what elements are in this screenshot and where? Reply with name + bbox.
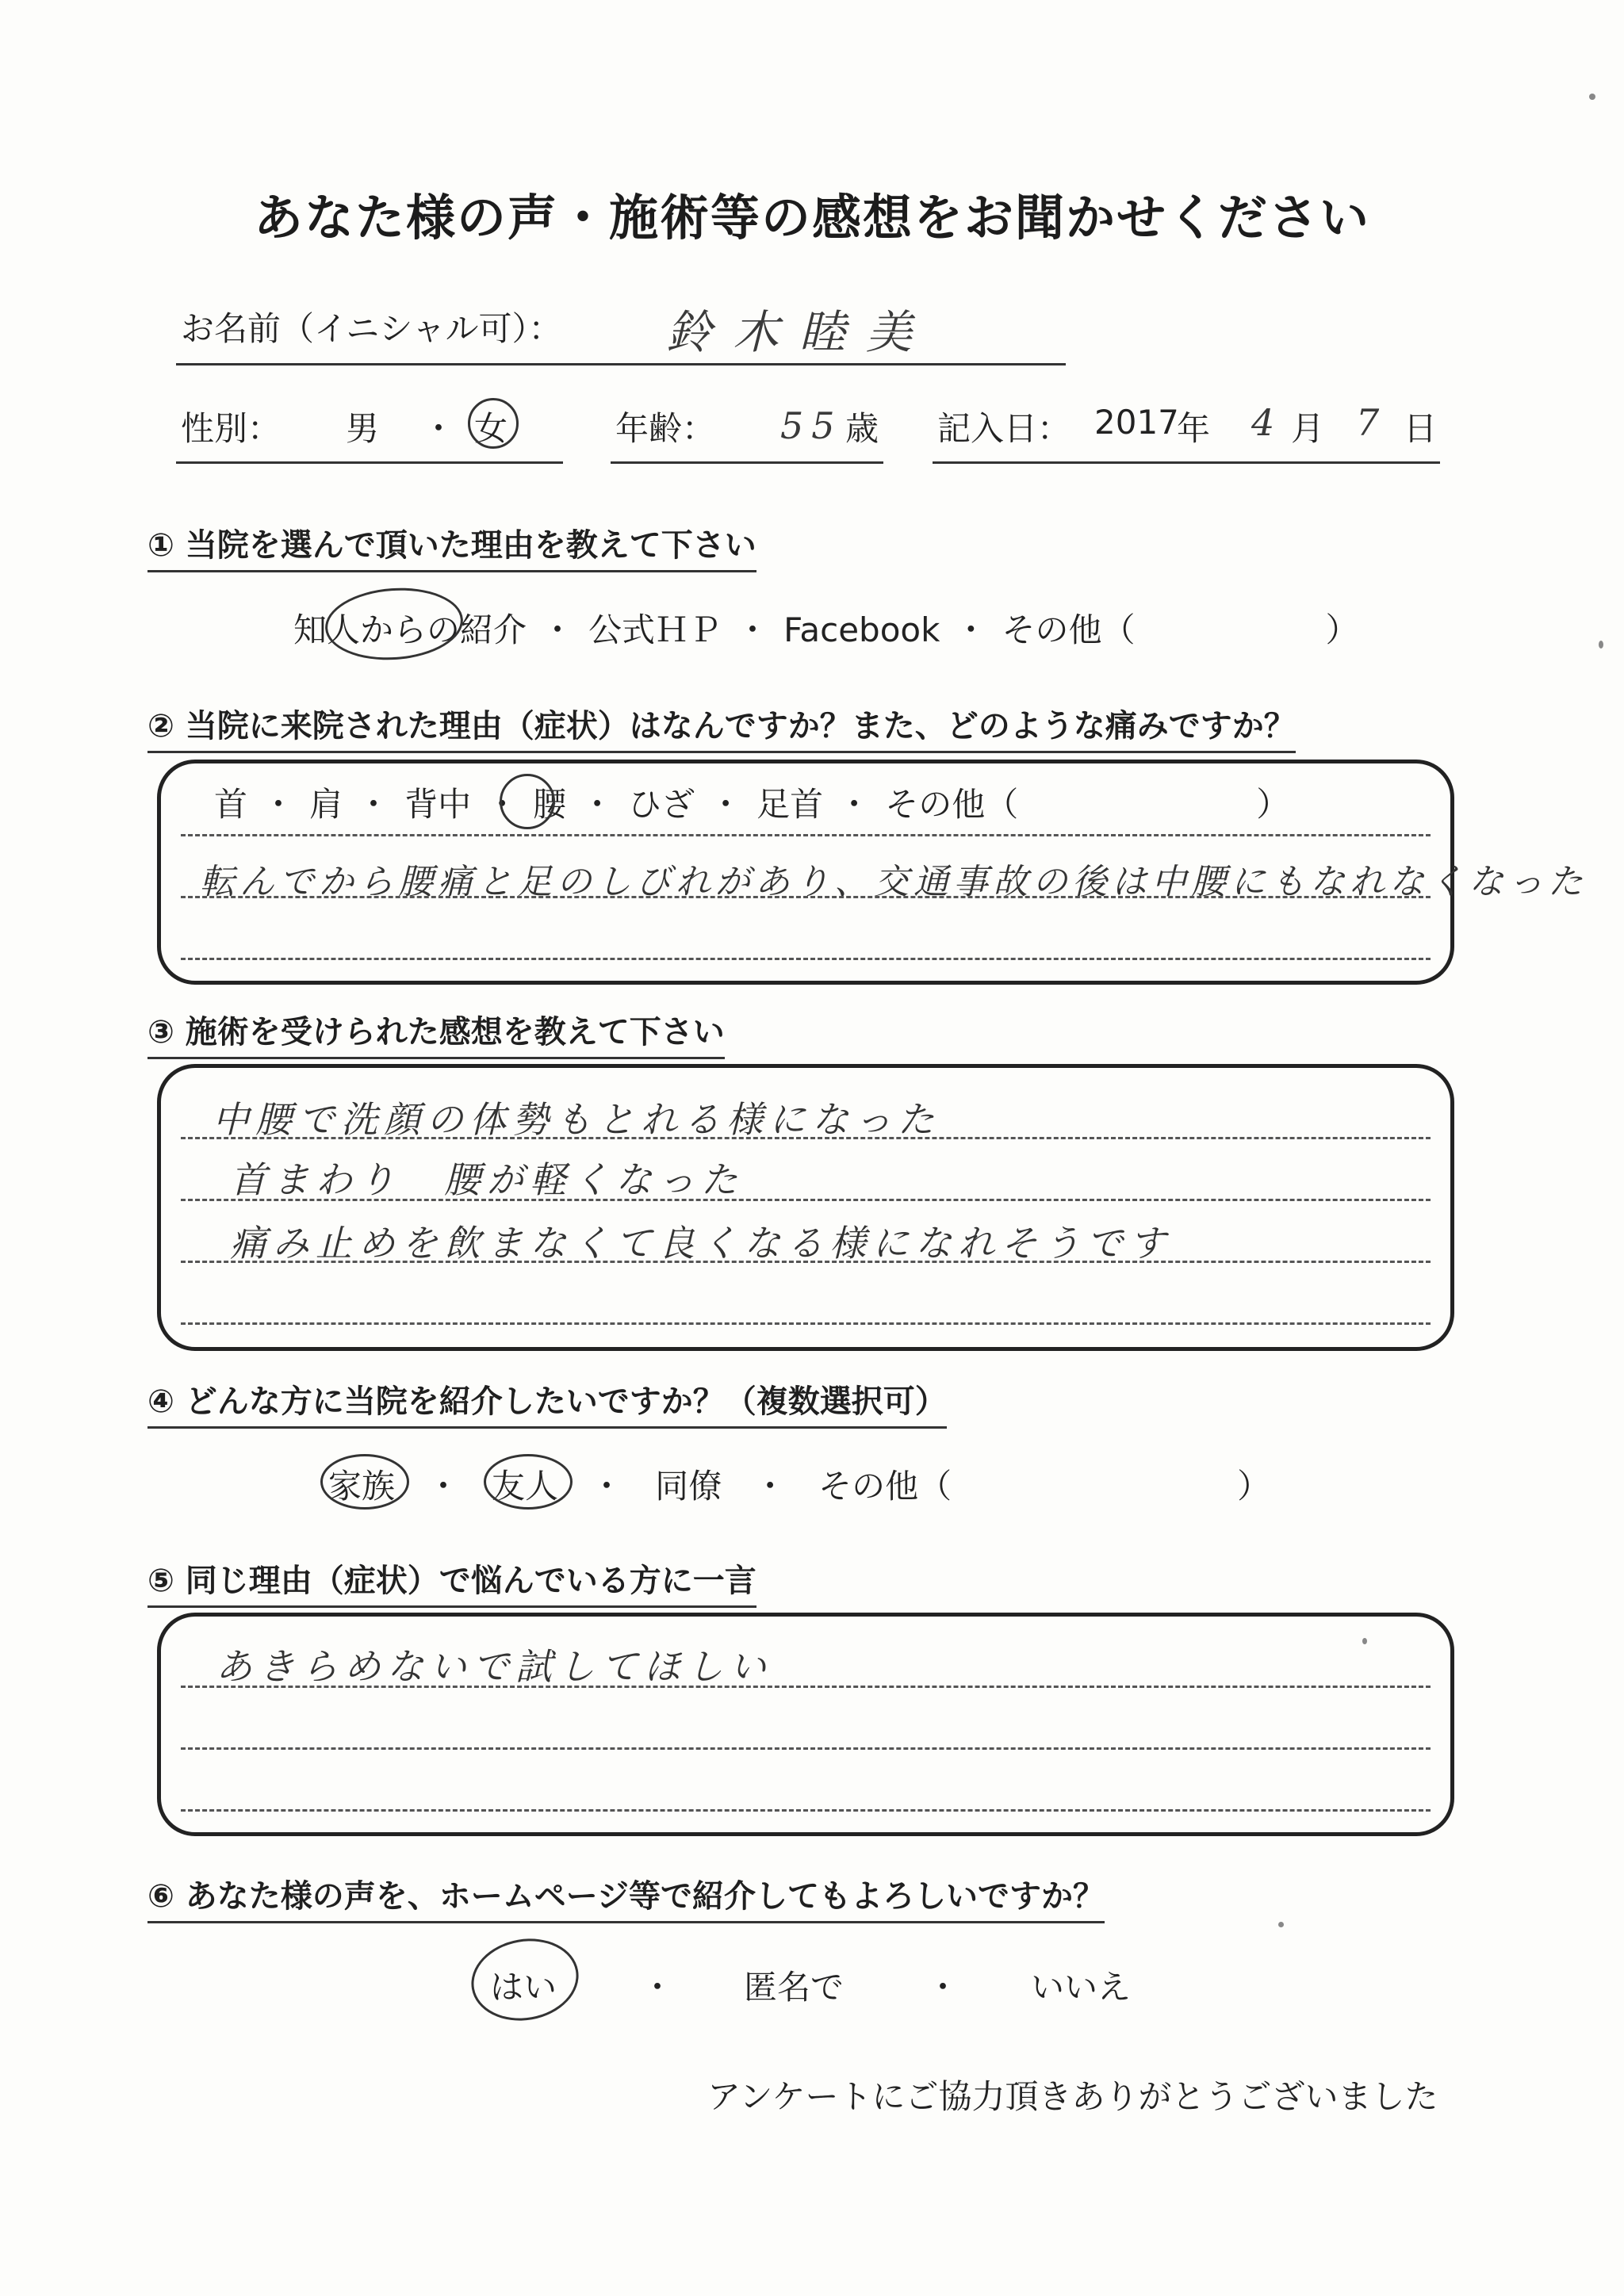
age-underline [611,461,883,464]
gender-underline [176,461,563,464]
selection-circle-icon [500,774,555,829]
name-underline [176,363,1066,365]
answer-line [181,834,1431,836]
q2-option-ankle[interactable]: 足首 [756,785,824,824]
q2-option-other[interactable]: その他（ [885,785,1019,824]
age-label: 年齢： [615,409,716,448]
gender-female-option[interactable]: 女 [474,409,508,448]
q1-option-referral[interactable]: 知人からの紹介 [293,610,527,649]
q2-option-lower-back[interactable]: 腰 [533,785,567,824]
q3-answer-line-2[interactable]: 首まわり 腰が軽くなった [230,1158,744,1201]
answer-line [181,1137,1431,1139]
q2-answer-text[interactable]: 転んでから腰痛と足のしびれがあり、交通事故の後は中腰にもなれなくなった [200,862,1588,902]
date-label: 記入日： [937,409,1071,448]
q6-separator: ・ [641,1968,675,2007]
page-title: あなた様の声・施術等の感想をお聞かせください [253,189,1370,247]
answer-line [181,1809,1431,1812]
q6-option-anonymous[interactable]: 匿名で [744,1968,845,2007]
q4-option-friend[interactable]: 友人 [492,1467,559,1506]
q2-option-other-close: ） [1256,785,1290,824]
scan-speck [1362,1638,1367,1644]
selection-circle-icon [323,584,465,664]
selection-circle-icon [320,1454,409,1510]
gender-separator: ・ [422,409,456,448]
answer-line [181,1747,1431,1750]
date-day[interactable]: 7 [1356,401,1388,444]
q1-option-facebook[interactable]: Facebook [783,610,940,649]
answer-line [181,1199,1431,1201]
q4-option-family[interactable]: 家族 [328,1467,396,1506]
scan-speck [1278,1922,1284,1927]
q1-option-other[interactable]: その他（ [1002,610,1136,649]
answer-line [181,1686,1431,1688]
q5-answer-text[interactable]: あきらめないで試してほしい [216,1645,772,1688]
age-value[interactable]: 55 [780,404,843,447]
q4-question: ④ どんな方に当院を紹介したいですか？（複数選択可） [147,1376,947,1429]
date-month[interactable]: 4 [1251,401,1283,444]
age-unit: 歳 [845,409,879,448]
answer-line [181,1261,1431,1263]
answer-line [181,1322,1431,1325]
q3-answer-line-3[interactable]: 痛み止めを飲まなくて良くなる様になれそうです [230,1222,1172,1265]
q2-option-knee[interactable]: ひざ [628,785,695,824]
q1-question: ① 当院を選んで頂いた理由を教えて下さい [147,520,756,572]
answer-line [181,896,1431,898]
selection-circle-icon [468,398,519,449]
q2-options: 首 ・ 肩 ・ 背中 ・ 腰 ・ ひざ ・ 足首 ・ その他（ ） [214,779,1289,826]
date-year[interactable]: 2017 [1094,403,1179,442]
date-month-unit: 月 [1291,409,1325,448]
name-label: お名前（イニシャル可）： [181,309,562,348]
q1-option-other-close: ） [1325,610,1359,649]
q6-option-yes[interactable]: はい [490,1968,557,2007]
q2-option-back[interactable]: 背中 [404,785,472,824]
q2-question: ② 当院に来院された理由（症状）はなんですか？また、どのような痛みですか？ [147,701,1296,753]
name-value[interactable]: 鈴木睦美 [666,305,933,359]
q2-option-neck[interactable]: 首 [214,785,248,824]
scan-speck [1589,94,1595,100]
q6-separator: ・ [926,1968,960,2007]
selection-circle-icon [484,1454,573,1510]
q5-question: ⑤ 同じ理由（症状）で悩んでいる方に一言 [147,1556,756,1608]
q4-option-other-close: ） [1237,1467,1271,1506]
q3-question: ③ 施術を受けられた感想を教えて下さい [147,1007,725,1059]
q4-option-coworker[interactable]: 同僚 [655,1467,722,1506]
selection-circle-icon [465,1931,585,2029]
q4-options: 家族 ・ 友人 ・ 同僚 ・ その他（ ） [328,1460,1270,1508]
gender-male-option[interactable]: 男 [346,409,380,448]
q6-option-no[interactable]: いいえ [1031,1968,1132,2007]
q1-option-website[interactable]: 公式ＨＰ [588,610,722,649]
q6-question: ⑥ あなた様の声を、ホームページ等で紹介してもよろしいですか？ [147,1871,1105,1923]
date-year-unit: 年 [1177,409,1211,448]
q4-option-other[interactable]: その他（ [818,1467,952,1506]
date-day-unit: 日 [1404,409,1438,448]
gender-label: 性別： [181,409,282,448]
q3-answer-line-1[interactable]: 中腰で洗顔の体勢もとれる様になった [213,1098,940,1141]
q1-options: 知人からの紹介 ・ 公式ＨＰ ・ Facebook ・ その他（ ） [293,604,1358,652]
answer-line [181,958,1431,960]
thanks-message: アンケートにご協力頂きありがとうございました [707,2077,1438,2116]
date-underline [933,461,1440,464]
q2-option-shoulder[interactable]: 肩 [309,785,343,824]
scan-speck [1599,641,1603,649]
